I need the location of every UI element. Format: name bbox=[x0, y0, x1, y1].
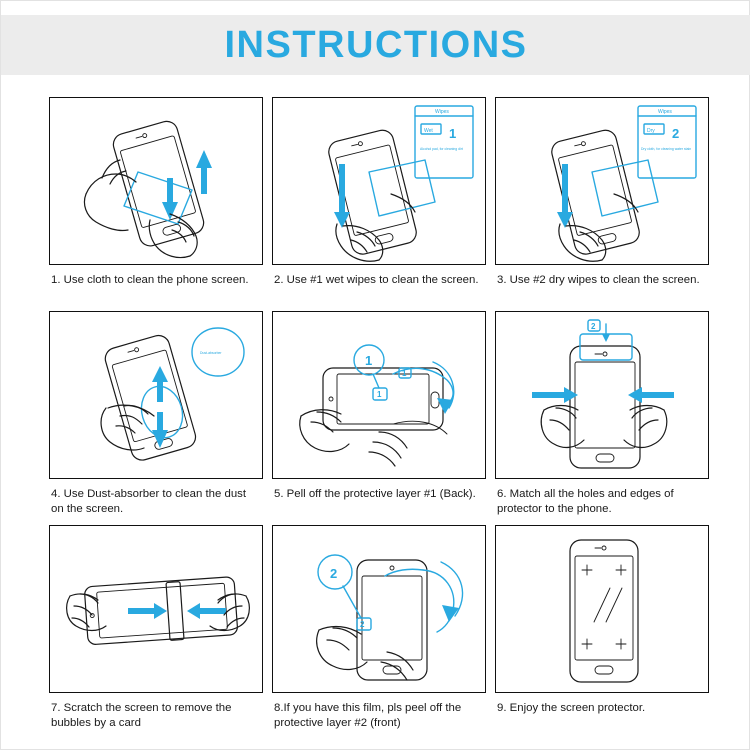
dust-absorber-sticker-and-phone-illustration bbox=[49, 311, 263, 479]
layer-number-callout: 1 bbox=[365, 353, 373, 368]
squeegee-card-removing-bubbles-illustration bbox=[49, 525, 263, 693]
step-cell-4 bbox=[49, 311, 263, 521]
packet-type-label: Wet bbox=[424, 128, 433, 134]
step-cell-1 bbox=[49, 97, 263, 307]
step-caption-6: 6. Match all the holes and edges of protector to the phone. bbox=[497, 488, 674, 516]
step-caption-4: 4. Use Dust-absorber to clean the dust on the screen. bbox=[51, 488, 247, 516]
wet-wipe-packet-and-phone-illustration bbox=[272, 97, 486, 265]
align-protector-to-phone-illustration bbox=[495, 311, 709, 479]
step-caption-8: 8.If you have this film, pls peel off the protective layer #2 (front) bbox=[274, 702, 462, 730]
layer-tab-number: 1 bbox=[377, 390, 382, 399]
step-caption-9: 9. Enjoy the screen protector. bbox=[497, 702, 646, 714]
step-caption-7: 7. Scratch the screen to remove the bubbles by a card bbox=[51, 702, 232, 730]
peel-front-protective-layer-two-illustration bbox=[272, 525, 486, 693]
finished-phone-with-protector-illustration bbox=[495, 525, 709, 693]
packet-desc-label: Alcohol pad, for cleaning dirt bbox=[420, 147, 463, 151]
step-cell-6 bbox=[495, 311, 709, 521]
step-cell-5 bbox=[272, 311, 486, 521]
peel-back-protective-layer-one-illustration bbox=[272, 311, 486, 479]
layer-number-callout: 2 bbox=[330, 566, 338, 581]
title-bar bbox=[1, 15, 750, 75]
step-cell-2 bbox=[272, 97, 486, 307]
packet-number-label: 1 bbox=[449, 126, 457, 141]
step-caption-1: 1. Use cloth to clean the phone screen. bbox=[51, 274, 249, 286]
step-caption-2: 2. Use #1 wet wipes to clean the screen. bbox=[274, 274, 479, 286]
step-cell-8 bbox=[272, 525, 486, 735]
page-title: INSTRUCTIONS bbox=[224, 23, 528, 66]
dry-wipe-packet-and-phone-illustration bbox=[495, 97, 709, 265]
step-cell-7 bbox=[49, 525, 263, 735]
dust-absorber-label: Dust-absorber bbox=[200, 351, 222, 355]
hand-cleaning-phone-with-cloth-illustration bbox=[49, 97, 263, 265]
packet-brand-label: Wipes bbox=[658, 109, 672, 115]
layer-tab-number-2: 1 bbox=[402, 369, 407, 378]
packet-desc-label: Dry cloth, for cleaning water stain bbox=[641, 147, 692, 151]
steps-grid bbox=[49, 97, 707, 735]
packet-number-label: 2 bbox=[672, 126, 680, 141]
step-caption-3: 3. Use #2 dry wipes to clean the screen. bbox=[497, 274, 700, 286]
layer-tab-number: 2 bbox=[360, 620, 365, 629]
layer-number-callout: 2 bbox=[591, 322, 596, 331]
step-caption-5: 5. Pell off the protective layer #1 (Back). bbox=[274, 488, 476, 500]
packet-type-label: Dry bbox=[647, 128, 655, 134]
packet-brand-label: Wipes bbox=[435, 109, 449, 115]
step-cell-3 bbox=[495, 97, 709, 307]
step-cell-9 bbox=[495, 525, 709, 735]
